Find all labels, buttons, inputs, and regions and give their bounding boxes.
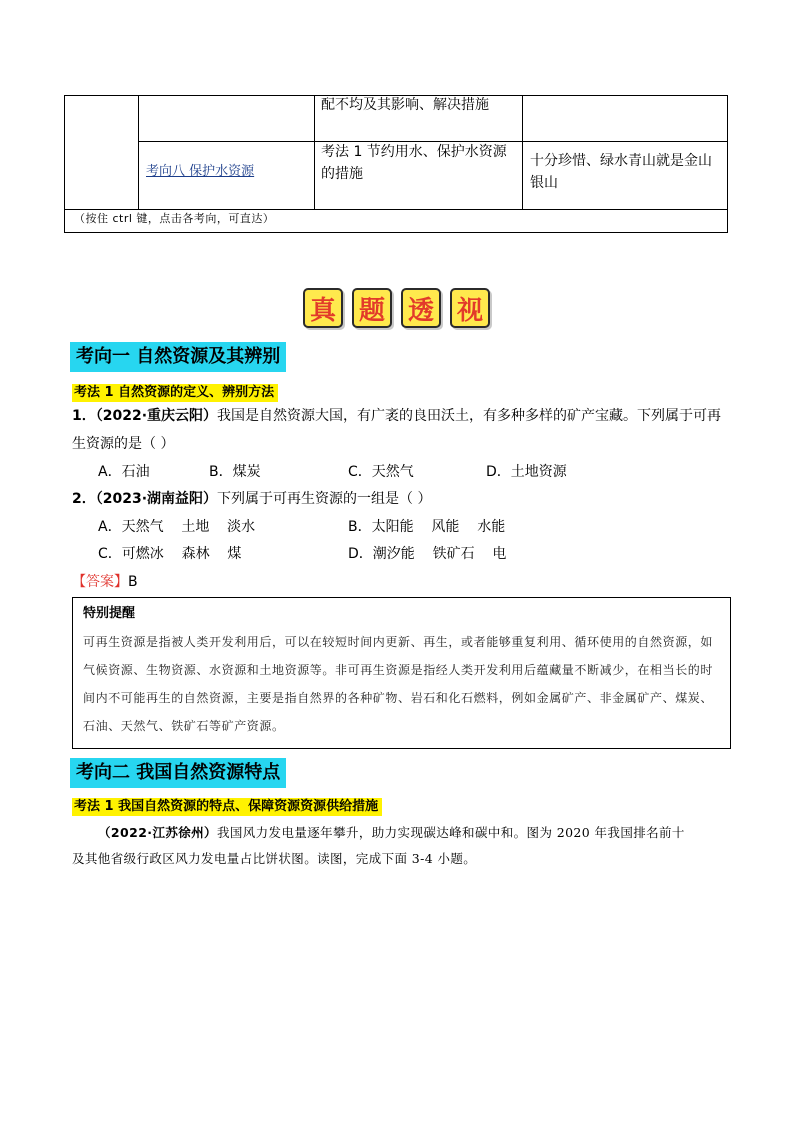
passage-line	[72, 820, 732, 845]
question-stem: 下列属于可再生资源的一组是（ ）	[217, 491, 432, 507]
table-divider	[522, 96, 523, 209]
section-heading: 考向一 自然资源及其辨别	[70, 342, 286, 372]
topic-link-eight[interactable]: 考向八 保护水资源	[146, 164, 255, 179]
method-heading: 考法 1 自然资源的定义、辨别方法	[72, 384, 278, 402]
section-heading: 考向二 我国自然资源特点	[70, 758, 286, 788]
option: B．太阳能 风能 水能	[348, 519, 506, 535]
option: A．石油	[98, 464, 150, 480]
table-divider	[138, 96, 139, 209]
banner-char: 视	[450, 288, 490, 328]
tip-text: 可再生资源是指被人类开发利用后，可以在较短时间内更新、再生，或者能够重复利用、循环使用的自然资源，如气候资源、生物资源、水资源和土地资源等。非可再生资源是指经人类开发利用后蕴藏量不断减少，在相当长的时间内不可能再生的自然资源，主要是指自然界的各种矿物、岩石和化石燃料，例如金属矿产、非金属矿产、煤炭、石油、天然气、铁矿石等矿产资源。	[83, 635, 714, 733]
ctrl-click-note: （按住 ctrl 键，点击各考向，可直达）	[74, 212, 275, 225]
question-source: 1．（2022·重庆云阳）	[72, 408, 218, 424]
answer-value: B	[128, 574, 138, 590]
question-stem: 生资源的是（ ）	[72, 436, 175, 452]
table-cell: 考法 1 节约用水、保护水资源的措施	[321, 144, 507, 182]
option: C．可燃冰 森林 煤	[98, 546, 242, 562]
banner-char: 透	[401, 288, 441, 328]
tip-title: 特别提醒	[83, 606, 136, 621]
table-divider	[314, 96, 315, 209]
answer-label: 【答案】	[72, 574, 128, 590]
method-heading: 考法 1 我国自然资源的特点、保障资源资源供给措施	[72, 798, 382, 816]
tip-box	[72, 597, 731, 749]
passage-source: （2022·江苏徐州）	[98, 825, 217, 840]
exam-banner	[303, 288, 490, 328]
question-2	[72, 489, 431, 509]
option: A．天然气 土地 淡水	[98, 519, 256, 535]
passage-text: 我国风力发电量逐年攀升，助力实现碳达峰和碳中和。图为 2020 年我国排名前十	[216, 825, 685, 840]
question-stem: 我国是自然资源大国，有广袤的良田沃土，有多种多样的矿产宝藏。下列属于可再	[217, 408, 722, 424]
option: B．煤炭	[209, 464, 261, 480]
banner-char: 真	[303, 288, 343, 328]
option: C．天然气	[348, 464, 414, 480]
option: D．潮汐能 铁矿石 电	[348, 546, 507, 562]
banner-char: 题	[352, 288, 392, 328]
option: D．土地资源	[486, 464, 567, 480]
table-cell: 十分珍惜、绿水青山就是金山银山	[530, 153, 712, 191]
passage-line: 及其他省级行政区风力发电量占比饼状图。读图，完成下面 3-4 小题。	[72, 851, 477, 866]
answer	[72, 572, 138, 592]
question-source: 2．（2023·湖南益阳）	[72, 491, 218, 507]
question-1	[72, 406, 721, 426]
table-cell: 配不均及其影响、解决措施	[321, 97, 489, 113]
